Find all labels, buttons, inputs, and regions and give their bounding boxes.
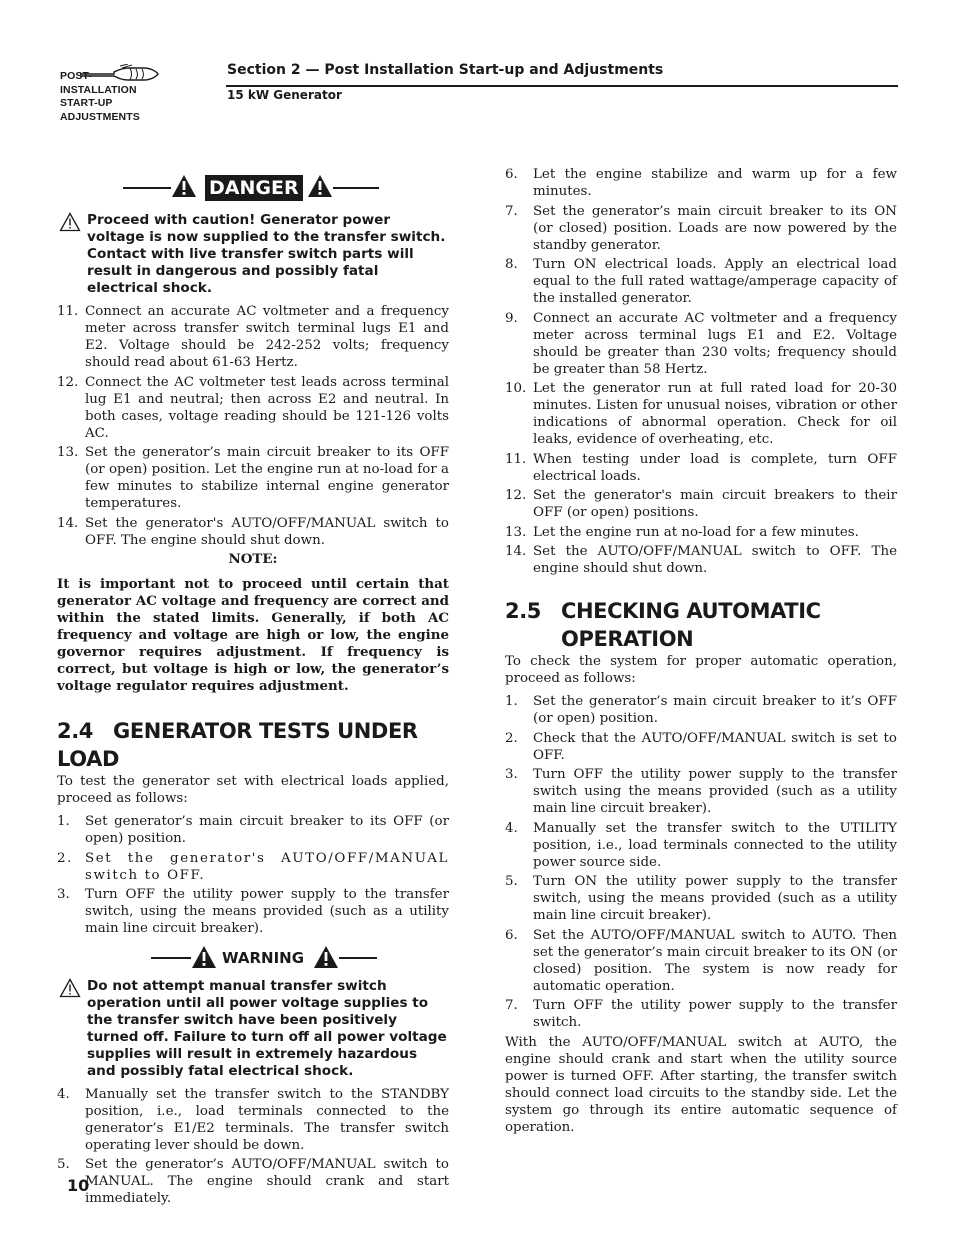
- heading-title-line1: CHECKING AUTOMATIC: [561, 599, 821, 623]
- list-item: [57, 1086, 449, 1154]
- item-text: Set generator’s main circuit breaker to its OFF (or open) position.: [85, 814, 449, 846]
- list-item: [505, 543, 897, 577]
- item-text: Connect an accurate AC voltmeter and a frequency meter across terminal lugs E1 and E2. Voltage should be greater than 230 volts; frequency should be greater than 58 Hertz.: [533, 310, 897, 377]
- item-text: Turn OFF the utility power supply to the transfer switch.: [533, 998, 897, 1030]
- list-item: [505, 487, 897, 521]
- closing-paragraph: With the AUTO/OFF/MANUAL switch at AUTO, the engine should crank and start when the utility source power is turned OFF. After starting, the transfer switch should connect load circuits to the standby side. Let the system go through its entire automatic sequence of operation.: [505, 1034, 897, 1135]
- item-text: Set the generator’s AUTO/OFF/MANUAL switch to MANUAL. The engine should crank and start immediately.: [85, 1157, 449, 1206]
- item-number: 10.: [505, 381, 527, 396]
- item-number: 5.: [505, 874, 518, 889]
- section-heading-2-4: [57, 717, 449, 773]
- section-title: Section 2 — Post Installation Start-up and Adjustments: [227, 62, 664, 78]
- item-text: Connect an accurate AC voltmeter and a frequency meter across transfer switch terminal lugs E1 and E2. Voltage should be 242-252 volts; frequency should read about 61-63 Hertz.: [85, 304, 449, 370]
- tab-line: INSTALLATION: [60, 83, 137, 96]
- item-text: Set the generator’s main circuit breaker to its ON (or closed) position. Loads are now powered by the standby generator.: [533, 203, 897, 253]
- list-item: [505, 730, 897, 764]
- item-text: Turn ON the utility power supply to the transfer switch, using the means provided (such as a utility main line circuit breaker).: [533, 874, 897, 923]
- item-text: Let the engine run at no-load for a few minutes.: [533, 524, 859, 540]
- item-text: Manually set the transfer switch to the UTILITY position, i.e., load terminals connected to the utility power source side.: [533, 820, 897, 870]
- warning-triangle-icon: [171, 174, 197, 198]
- list-item: [505, 693, 897, 727]
- list-item: [505, 927, 897, 995]
- item-text: Turn ON electrical loads. Apply an electrical load equal to the full rated wattage/amperage capacity of the installed generator.: [533, 257, 897, 306]
- caution-triangle-icon: [59, 978, 81, 998]
- item-text: Connect the AC voltmeter test leads across terminal lug E1 and neutral; then across E2 and neutral. In both cases, voltage reading should be 121-126 volts AC.: [85, 374, 449, 441]
- item-number: 9.: [505, 310, 518, 326]
- item-text: Set the AUTO/OFF/MANUAL switch to AUTO. Then set the generator’s main circuit breaker to its ON (or closed) position. The system is now ready for automatic operation.: [533, 927, 897, 994]
- warning-text: Do not attempt manual transfer switch operation until all power voltage supplies to the transfer switch have been positively turned off. Failure to turn off all power voltage supplies will result in extremely hazardous and possibly fatal electrical shock.: [87, 977, 447, 1079]
- warning-triangle-icon: [307, 174, 333, 198]
- right-column: [505, 166, 897, 1136]
- list-item: [505, 997, 897, 1031]
- note-title: NOTE:: [228, 551, 278, 567]
- list-item: [57, 515, 449, 549]
- item-number: 4.: [505, 820, 518, 836]
- item-number: 12.: [505, 488, 527, 503]
- item-text: Set the generator's AUTO/OFF/MANUAL switch to OFF. The engine should shut down.: [85, 515, 449, 548]
- load-test-steps-4-5: [57, 1086, 449, 1208]
- list-item: [57, 1156, 449, 1207]
- item-number: 3.: [57, 887, 70, 902]
- item-number: 8.: [505, 257, 518, 272]
- checks-list-11-14: [57, 303, 449, 549]
- warning-banner: [57, 940, 449, 974]
- heading-title-line2: OPERATION: [561, 627, 694, 651]
- tab-line: ADJUSTMENTS: [60, 110, 140, 123]
- header-divider: [226, 85, 898, 87]
- tab-line: START-UP: [60, 97, 113, 110]
- item-number: 12.: [57, 374, 79, 390]
- item-text: Let the engine stabilize and warm up for a few minutes.: [533, 167, 897, 199]
- tab-line: POST-: [60, 70, 93, 82]
- item-number: 11.: [57, 304, 79, 319]
- heading-number: 2.4: [57, 719, 94, 743]
- item-number: 2.: [57, 850, 73, 866]
- item-number: 7.: [505, 203, 518, 219]
- item-text: When testing under load is complete, turn OFF electrical loads.: [533, 451, 897, 484]
- item-number: 4.: [57, 1086, 70, 1102]
- item-text: Manually set the transfer switch to the STANDBY position, i.e., load terminals connected to the generator’s E1/E2 terminals. The transfer switch operating lever should be down.: [85, 1086, 449, 1153]
- danger-banner: [57, 170, 449, 204]
- caution-triangle-icon: [59, 212, 81, 232]
- list-item: [57, 444, 449, 512]
- item-number: 3.: [505, 767, 518, 782]
- item-number: 11.: [505, 451, 527, 467]
- item-text: Set the generator’s main circuit breaker to it’s OFF (or open) position.: [533, 694, 897, 726]
- item-text: Turn OFF the utility power supply to the transfer switch, using the means provided (such as a utility main line circuit breaker).: [85, 887, 449, 936]
- item-text: Set the generator’s main circuit breaker to its OFF (or open) position. Let the engine run at no-load for a few minutes to stabilize internal engine generator temperatures.: [85, 445, 449, 511]
- list-item: [57, 850, 449, 884]
- list-item: [505, 873, 897, 924]
- list-item: [505, 256, 897, 307]
- section-heading-2-5: [505, 597, 897, 653]
- note-body: It is important not to proceed until certain that generator AC voltage and frequency are correct and within the stated limits. Generally, if both AC frequency and voltage are high or low, the engine governor requires adjustment. If frequency is correct, but voltage is high or low, the generator’s voltage regulator requires adjustment.: [57, 576, 449, 694]
- heading-title: GENERATOR TESTS UNDER LOAD: [57, 719, 418, 771]
- item-number: 14.: [505, 544, 527, 559]
- warning-triangle-icon: [313, 945, 339, 969]
- list-item: [505, 820, 897, 871]
- item-number: 5.: [57, 1157, 70, 1172]
- page-number: 10: [67, 1176, 90, 1195]
- list-item: [505, 524, 897, 541]
- automatic-operation-steps: [505, 693, 897, 1031]
- item-number: 6.: [505, 167, 518, 182]
- section-intro: To test the generator set with electrical loads applied, proceed as follows:: [57, 774, 449, 806]
- left-column: [57, 170, 449, 1210]
- item-text: Let the generator run at full rated load for 20-30 minutes. Listen for unusual noises, vibration or other indications of abnormal operation. Check for oil leaks, evidence of overheating, etc.: [533, 381, 897, 447]
- list-item: [505, 310, 897, 378]
- list-item: [505, 203, 897, 254]
- item-number: 7.: [505, 998, 518, 1013]
- item-text: Check that the AUTO/OFF/MANUAL switch is set to OFF.: [533, 730, 897, 763]
- list-item: [57, 374, 449, 442]
- warning-label: WARNING: [222, 948, 305, 967]
- danger-message: [57, 212, 449, 297]
- item-number: 13.: [505, 524, 527, 540]
- item-text: Set the generator's main circuit breakers to their OFF (or open) positions.: [533, 488, 897, 520]
- load-test-steps-1-3: [57, 813, 449, 937]
- section-subtitle: 15 kW Generator: [227, 88, 342, 102]
- item-number: 1.: [57, 814, 70, 829]
- heading-number: 2.5: [505, 599, 542, 623]
- item-number: 14.: [57, 515, 79, 531]
- warning-triangle-icon: [191, 945, 217, 969]
- list-item: [505, 166, 897, 200]
- warning-message: [57, 978, 449, 1080]
- item-text: Turn OFF the utility power supply to the transfer switch using the means provided (such as a utility main line circuit breaker).: [533, 767, 897, 816]
- item-text: Set the generator's AUTO/OFF/MANUAL switch to OFF.: [85, 850, 449, 883]
- list-item: [57, 813, 449, 847]
- danger-label: DANGER: [205, 175, 303, 201]
- list-item: [57, 886, 449, 937]
- load-test-steps-6-14: [505, 166, 897, 577]
- list-item: [505, 766, 897, 817]
- item-number: 6.: [505, 927, 518, 943]
- item-number: 2.: [505, 730, 518, 746]
- item-number: 13.: [57, 445, 79, 460]
- item-text: Set the AUTO/OFF/MANUAL switch to OFF. The engine should shut down.: [533, 544, 897, 576]
- list-item: [505, 451, 897, 485]
- danger-text: Proceed with caution! Generator power voltage is now supplied to the transfer switch. Contact with live transfer switch parts will result in dangerous and possibly fatal electrical shock.: [87, 212, 446, 296]
- section-intro: To check the system for proper automatic operation, proceed as follows:: [505, 654, 897, 686]
- list-item: [505, 380, 897, 448]
- section-tab-label: [60, 70, 180, 124]
- item-number: 1.: [505, 694, 518, 709]
- list-item: [57, 303, 449, 371]
